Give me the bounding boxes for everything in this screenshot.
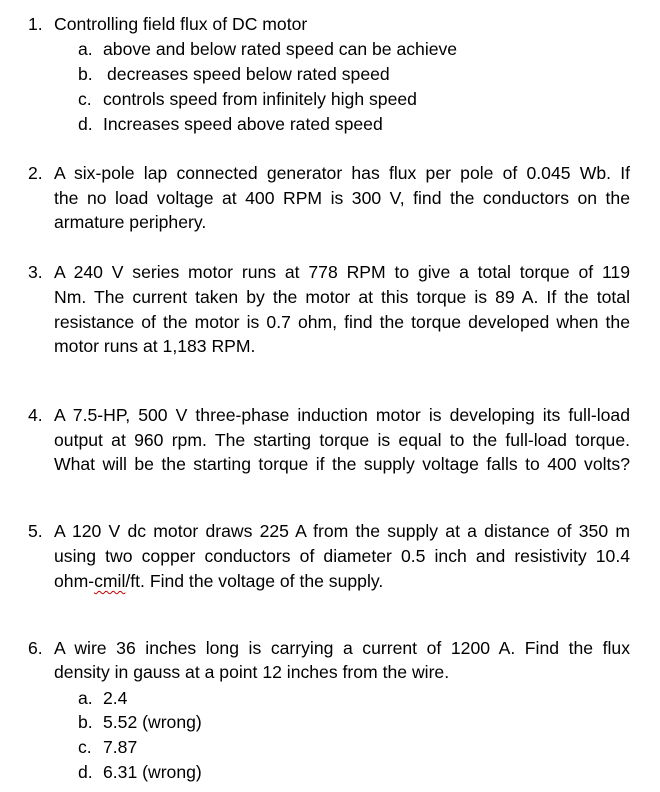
question-4-line-2: output at 960 rpm. The starting torque is equal to the full-load torque. (54, 430, 630, 450)
question-5-line-3-prefix: ohm- (54, 571, 95, 591)
option-text: above and below rated speed can be achieve (103, 39, 458, 59)
option-text: 7.87 (103, 737, 138, 757)
option-letter: c. (78, 737, 92, 757)
option-text: Increases speed above rated speed (103, 114, 383, 134)
question-5-line-1: A 120 V dc motor draws 225 A from the supply at a distance of 350 m (54, 521, 630, 541)
question-5-number: 5. (28, 521, 43, 541)
question-5-line-2: using two copper conductors of diameter 0.5 inch and resistivity 10.4 (54, 546, 630, 566)
question-2-line-1: A six-pole lap connected generator has flux per pole of 0.045 Wb. If (54, 163, 630, 183)
question-1-text: Controlling field flux of DC motor (54, 14, 308, 34)
question-3-line-3: resistance of the motor is 0.7 ohm, find the torque developed when the (54, 312, 630, 332)
question-3-line-1: A 240 V series motor runs at 778 RPM to give a total torque of 119 (54, 262, 630, 282)
question-3-line-4: motor runs at 1,183 RPM. (54, 336, 256, 356)
option-letter: d. (78, 762, 93, 782)
question-6-number: 6. (28, 638, 43, 658)
option-text: 5.52 (wrong) (103, 712, 202, 732)
option-letter: b. (78, 712, 93, 732)
question-3-number: 3. (28, 262, 43, 282)
option-letter: d. (78, 114, 93, 134)
option-text: controls speed from infinitely high speed (103, 89, 417, 109)
option-letter: a. (78, 688, 93, 708)
question-3-line-2: Nm. The current taken by the motor at this torque is 89 A. If the total (54, 287, 630, 307)
question-4-line-1: A 7.5-HP, 500 V three-phase induction motor is developing its full-load (54, 405, 630, 425)
question-2-line-2: the no load voltage at 400 RPM is 300 V, find the conductors on the (54, 188, 630, 208)
question-1-number: 1. (28, 14, 43, 34)
option-text: 6.31 (wrong) (103, 762, 202, 782)
option-letter: c. (78, 89, 92, 109)
option-letter: a. (78, 39, 93, 59)
question-5-line-3 (54, 569, 383, 593)
question-5-line-3-suffix: /ft. Find the voltage of the supply. (125, 571, 384, 591)
question-6-line-2: density in gauss at a point 12 inches from the wire. (54, 662, 450, 682)
question-6-line-1: A wire 36 inches long is carrying a current of 1200 A. Find the flux (54, 638, 630, 658)
question-4-line-3: What will be the starting torque if the supply voltage falls to 400 volts? (54, 454, 630, 474)
question-2-line-3: armature periphery. (54, 212, 207, 232)
spellcheck-flagged-word[interactable]: cmil (94, 571, 126, 591)
option-text: 2.4 (103, 688, 128, 708)
option-text: decreases speed below rated speed (107, 64, 390, 84)
question-2-number: 2. (28, 163, 43, 183)
question-4-number: 4. (28, 405, 43, 425)
option-letter: b. (78, 64, 93, 84)
